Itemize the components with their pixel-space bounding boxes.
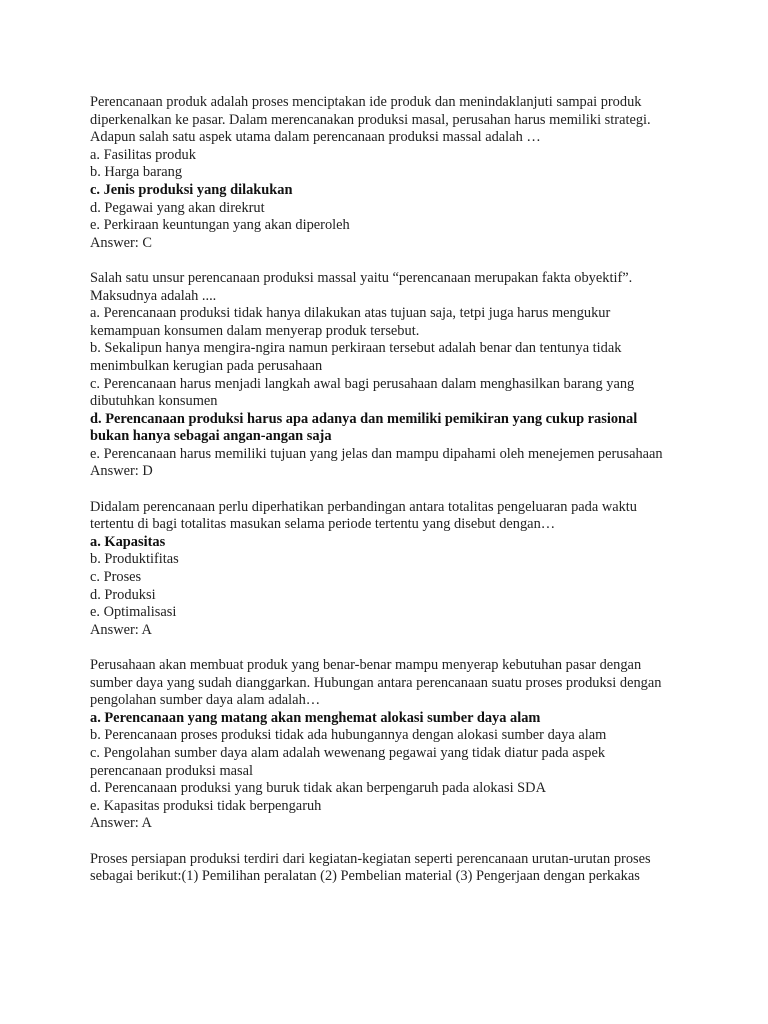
answer-option: d. Pegawai yang akan direkrut [90,199,265,216]
answer-option: b. Produktifitas [90,551,179,568]
answer-key: Answer: A [90,621,152,638]
answer-option-correct: d. Perencanaan produksi harus apa adanya dan memiliki pemikiran yang cukup rasional bukan hanya sebagai angan-angan saja [90,410,638,445]
question-3 [90,499,680,640]
answer-option: d. Produksi [90,586,156,603]
answer-option: a. Fasilitas produk [90,146,196,163]
answer-option: e. Perkiraan keuntungan yang akan diperoleh [90,217,350,234]
answer-option: b. Harga barang [90,164,183,181]
answer-key: Answer: C [90,234,152,251]
answer-option: c. Perencanaan harus menjadi langkah awal bagi perusahaan dalam menghasilkan barang yang dibutuhkan konsumen [90,375,635,410]
answer-option: e. Kapasitas produksi tidak berpengaruh [90,797,322,814]
question-stem: Perusahaan akan membuat produk yang benar-benar mampu menyerap kebutuhan pasar dengan sumber daya yang sudah dianggarkan. Hubungan antara perencanaan suatu proses produksi dengan pengolahan sumber daya alam adalah… [90,657,662,709]
answer-option: b. Perencanaan proses produksi tidak ada hubungannya dengan alokasi sumber daya alam [90,727,607,744]
question-stem: Didalam perencanaan perlu diperhatikan perbandingan antara totalitas pengeluaran pada waktu tertentu di bagi totalitas masukan selama periode tertentu yang disebut dengan… [90,498,637,533]
answer-option: e. Optimalisasi [90,604,177,621]
question-stem: Proses persiapan produksi terdiri dari kegiatan-kegiatan seperti perencanaan urutan-urutan proses sebagai berikut:(1) Pemilihan peralatan (2) Pembelian material (3) Pengerjaan dengan perkakas [90,850,651,885]
question-2 [90,270,680,481]
answer-option: c. Proses [90,569,142,586]
answer-key: Answer: D [90,463,153,480]
answer-option: d. Perencanaan produksi yang buruk tidak akan berpengaruh pada alokasi SDA [90,780,546,797]
answer-key: Answer: A [90,815,152,832]
answer-option: c. Pengolahan sumber daya alam adalah wewenang pegawai yang tidak diatur pada aspek perencanaan produksi masal [90,744,606,779]
document-content [90,94,680,903]
question-1 [90,94,680,252]
question-stem: Salah satu unsur perencanaan produksi massal yaitu “perencanaan merupakan fakta obyektif”. Maksudnya adalah .... [90,269,633,304]
answer-option: e. Perencanaan harus memiliki tujuan yang jelas dan mampu dipahami oleh menejemen perusahaan [90,445,663,462]
answer-option-correct: a. Kapasitas [90,533,166,550]
question-stem: Perencanaan produk adalah proses menciptakan ide produk dan menindaklanjuti sampai produk diperkenalkan ke pasar. Dalam merencanakan produksi masal, perusahan harus memiliki strategi. Adapun salah satu aspek utama dalam perencanaan produksi massal adalah … [90,94,651,146]
question-5 [90,851,680,886]
answer-option: b. Sekalipun hanya mengira-ngira namun perkiraan tersebut adalah benar dan tentunya tidak menimbulkan kerugian pada perusahaan [90,340,622,374]
answer-option-correct: c. Jenis produksi yang dilakukan [90,181,293,198]
answer-option-correct: a. Perencanaan yang matang akan menghemat alokasi sumber daya alam [90,709,541,726]
answer-option: a. Perencanaan produksi tidak hanya dilakukan atas tujuan saja, tetpi juga harus mengukur kemampuan konsumen dalam menyerap produk tersebut. [90,305,611,339]
question-4 [90,657,680,833]
